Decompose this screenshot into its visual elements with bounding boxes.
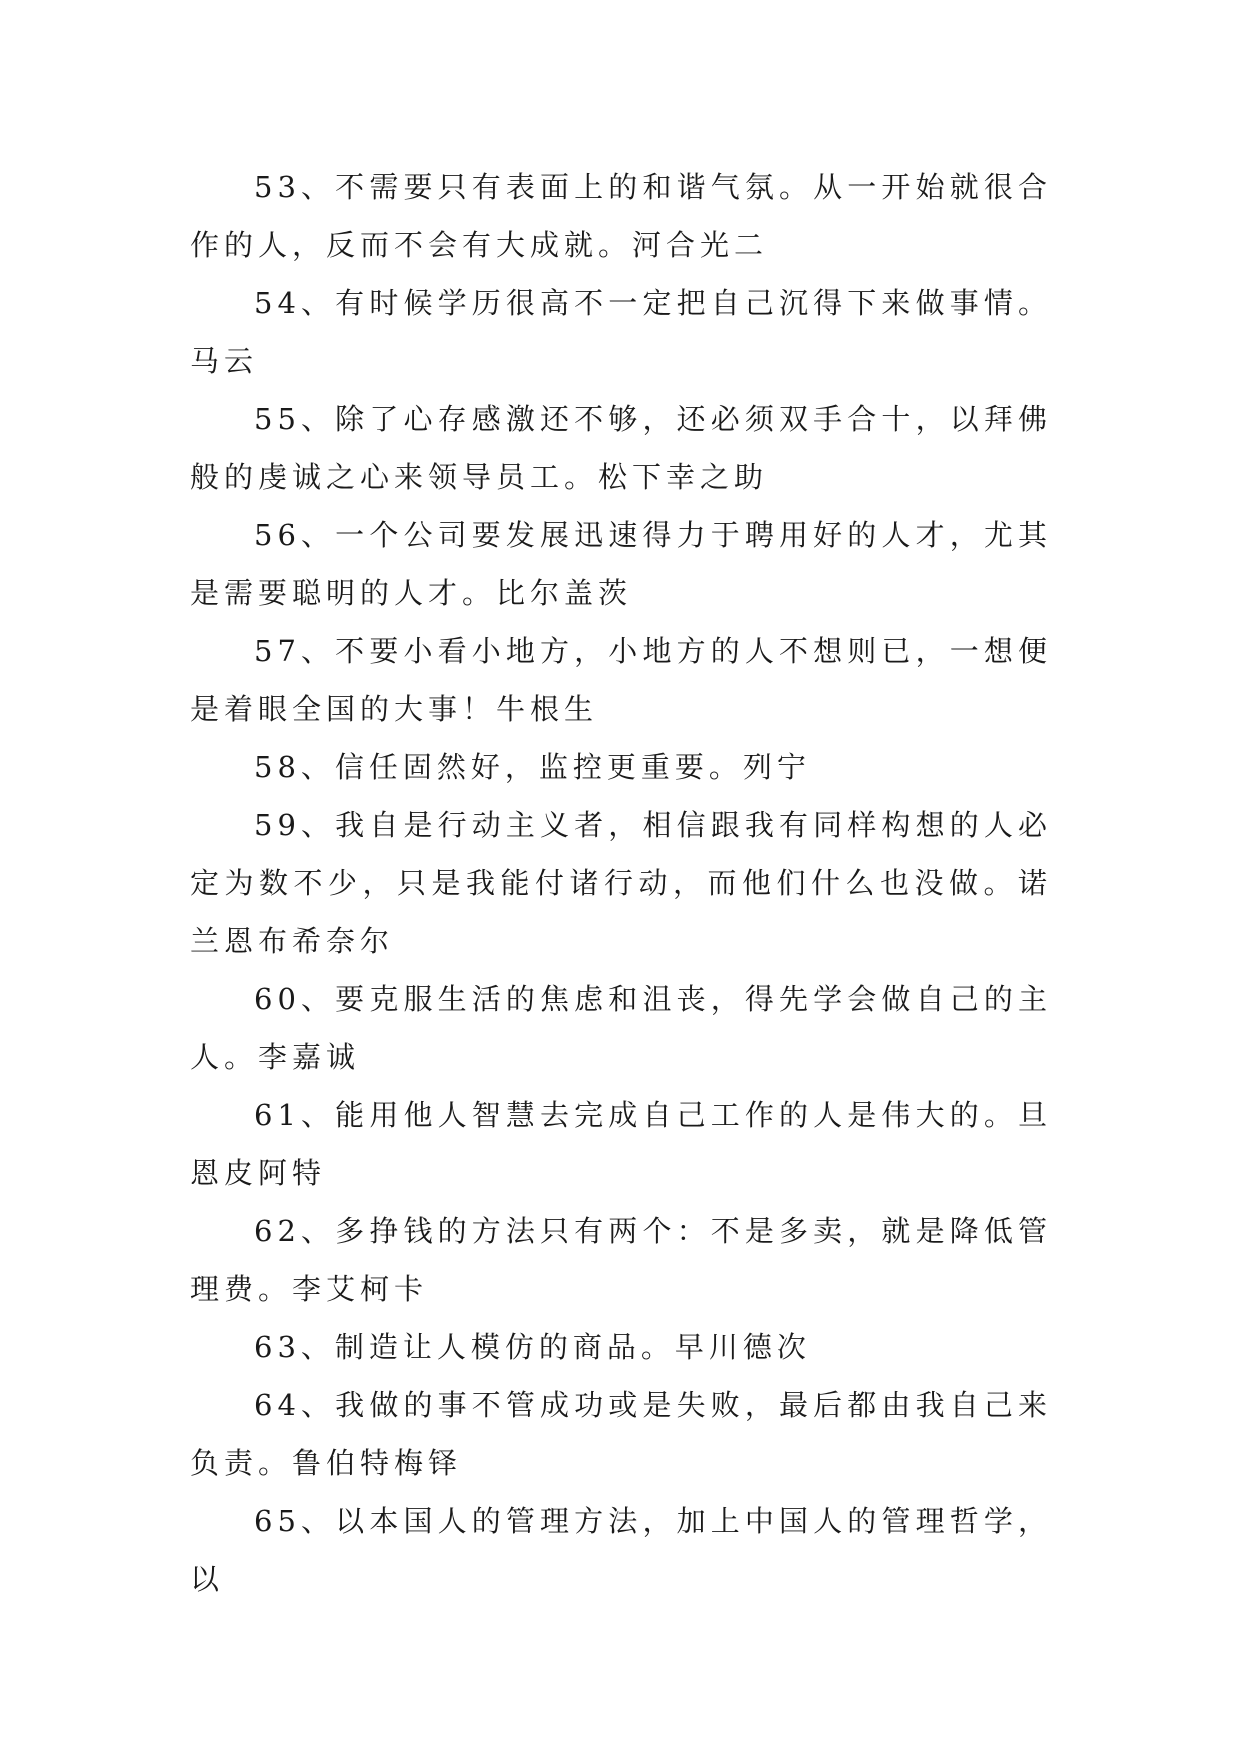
paragraph-54: 54、有时候学历很高不一定把自己沉得下来做事情。马云 [190,286,1052,378]
paragraph-64: 64、我做的事不管成功或是失败，最后都由我自己来负责。鲁伯特梅铎 [190,1388,1052,1480]
paragraph-61: 61、能用他人智慧去完成自己工作的人是伟大的。旦恩皮阿特 [190,1098,1052,1190]
paragraph-62: 62、多挣钱的方法只有两个：不是多卖，就是降低管理费。李艾柯卡 [190,1214,1052,1306]
paragraph-59: 59、我自是行动主义者，相信跟我有同样构想的人必定为数不少，只是我能付诸行动，而他们什么也没做。诺兰恩布希奈尔 [190,808,1052,958]
paragraph-60: 60、要克服生活的焦虑和沮丧，得先学会做自己的主人。李嘉诚 [190,982,1052,1074]
paragraph-57: 57、不要小看小地方，小地方的人不想则已，一想便是着眼全国的大事！牛根生 [190,634,1052,726]
paragraph-65: 65、以本国人的管理方法，加上中国人的管理哲学，以 [190,1504,1052,1596]
paragraph-63: 63、制造让人模仿的商品。早川德次 [254,1330,811,1364]
paragraph-53: 53、不需要只有表面上的和谐气氛。从一开始就很合作的人，反而不会有大成就。河合光二 [190,170,1052,262]
paragraph-58: 58、信任固然好，监控更重要。列宁 [254,750,811,784]
paragraph-56: 56、一个公司要发展迅速得力于聘用好的人才，尤其是需要聪明的人才。比尔盖茨 [190,518,1052,610]
paragraph-55: 55、除了心存感激还不够，还必须双手合十，以拜佛般的虔诚之心来领导员工。松下幸之助 [190,402,1052,494]
document-body [190,158,1052,1608]
